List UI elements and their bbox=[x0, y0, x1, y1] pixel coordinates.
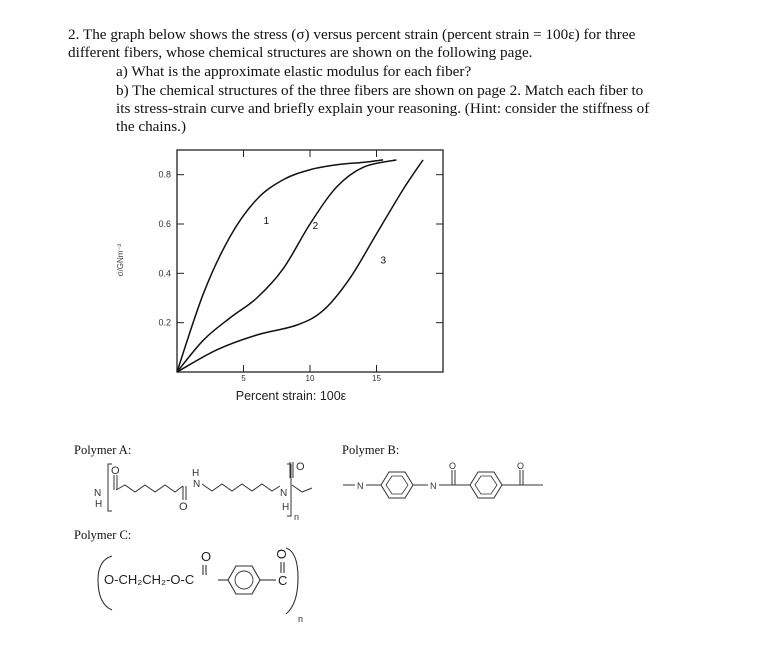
x-tick-label: 5 bbox=[241, 374, 246, 383]
polymer-c-label: Polymer C: bbox=[74, 528, 132, 542]
question-part-b-line-2: its stress-strain curve and briefly explain your reasoning. (Hint: consider the stiffness of bbox=[116, 100, 650, 117]
y-tick-label: 0.8 bbox=[158, 169, 171, 180]
polymer-a-atom-o-2: O bbox=[179, 501, 188, 513]
polymer-a-structure bbox=[94, 461, 312, 522]
polymer-c-formula: O-CH₂CH₂-O-C bbox=[104, 572, 195, 587]
polymer-a-atom-o-3: O bbox=[296, 461, 305, 473]
polymer-b-label: Polymer B: bbox=[342, 443, 400, 457]
curve-label-1: 1 bbox=[263, 216, 270, 227]
question-line-1: 2. The graph below shows the stress (σ) versus percent strain (percent strain = 100ε) for three bbox=[68, 26, 636, 43]
polymer-a-atom-h-2: H bbox=[192, 468, 200, 479]
polymer-a-atom-n-2: N bbox=[193, 479, 201, 490]
polymer-b-structure bbox=[343, 461, 543, 498]
x-axis-label: Percent strain: 100ε bbox=[235, 389, 347, 403]
polymer-a-atom-o-1: O bbox=[111, 465, 120, 477]
polymer-a-subscript-n: n bbox=[294, 512, 300, 522]
polymer-c-atom-o-top: O bbox=[201, 549, 212, 564]
polymer-b-atom-o-2: O bbox=[517, 461, 525, 471]
question-line-2: different fibers, whose chemical structures are shown on the following page. bbox=[68, 44, 533, 61]
y-axis-label: σ/GNm⁻² bbox=[116, 243, 125, 277]
polymer-a-atom-h-1: H bbox=[95, 499, 103, 510]
y-tick-label: 0.4 bbox=[158, 268, 171, 279]
y-tick-label: 0.6 bbox=[158, 219, 171, 229]
x-tick-label: 15 bbox=[372, 374, 381, 383]
polymer-b-atom-o-1: O bbox=[449, 461, 457, 471]
polymer-c-subscript-n: n bbox=[298, 614, 304, 624]
polymer-c-structure bbox=[98, 548, 303, 624]
polymer-c-atom-o-right: O bbox=[274, 549, 289, 560]
polymer-a-atom-n-3: N bbox=[280, 488, 288, 499]
polymer-b-atom-n-1: N bbox=[357, 481, 364, 491]
polymer-b-atom-n-2: N bbox=[430, 481, 437, 491]
y-tick-label: 0.2 bbox=[158, 317, 171, 328]
question-part-b-line-1: b) The chemical structures of the three fibers are shown on page 2. Match each fiber to bbox=[116, 82, 644, 99]
question-part-a: a) What is the approximate elastic modulus for each fiber? bbox=[116, 63, 472, 80]
curve-label-2: 2 bbox=[312, 220, 319, 232]
curve-label-3: 3 bbox=[380, 255, 387, 267]
polymer-a-atom-h-3: H bbox=[282, 502, 290, 513]
x-tick-label: 10 bbox=[305, 374, 315, 383]
polymer-a-atom-n-1: N bbox=[94, 488, 102, 499]
question-part-b-line-3: the chains.) bbox=[116, 118, 187, 135]
polymer-a-label: Polymer A: bbox=[74, 443, 132, 457]
polymer-c-atom-c-terminal: C bbox=[278, 573, 288, 588]
